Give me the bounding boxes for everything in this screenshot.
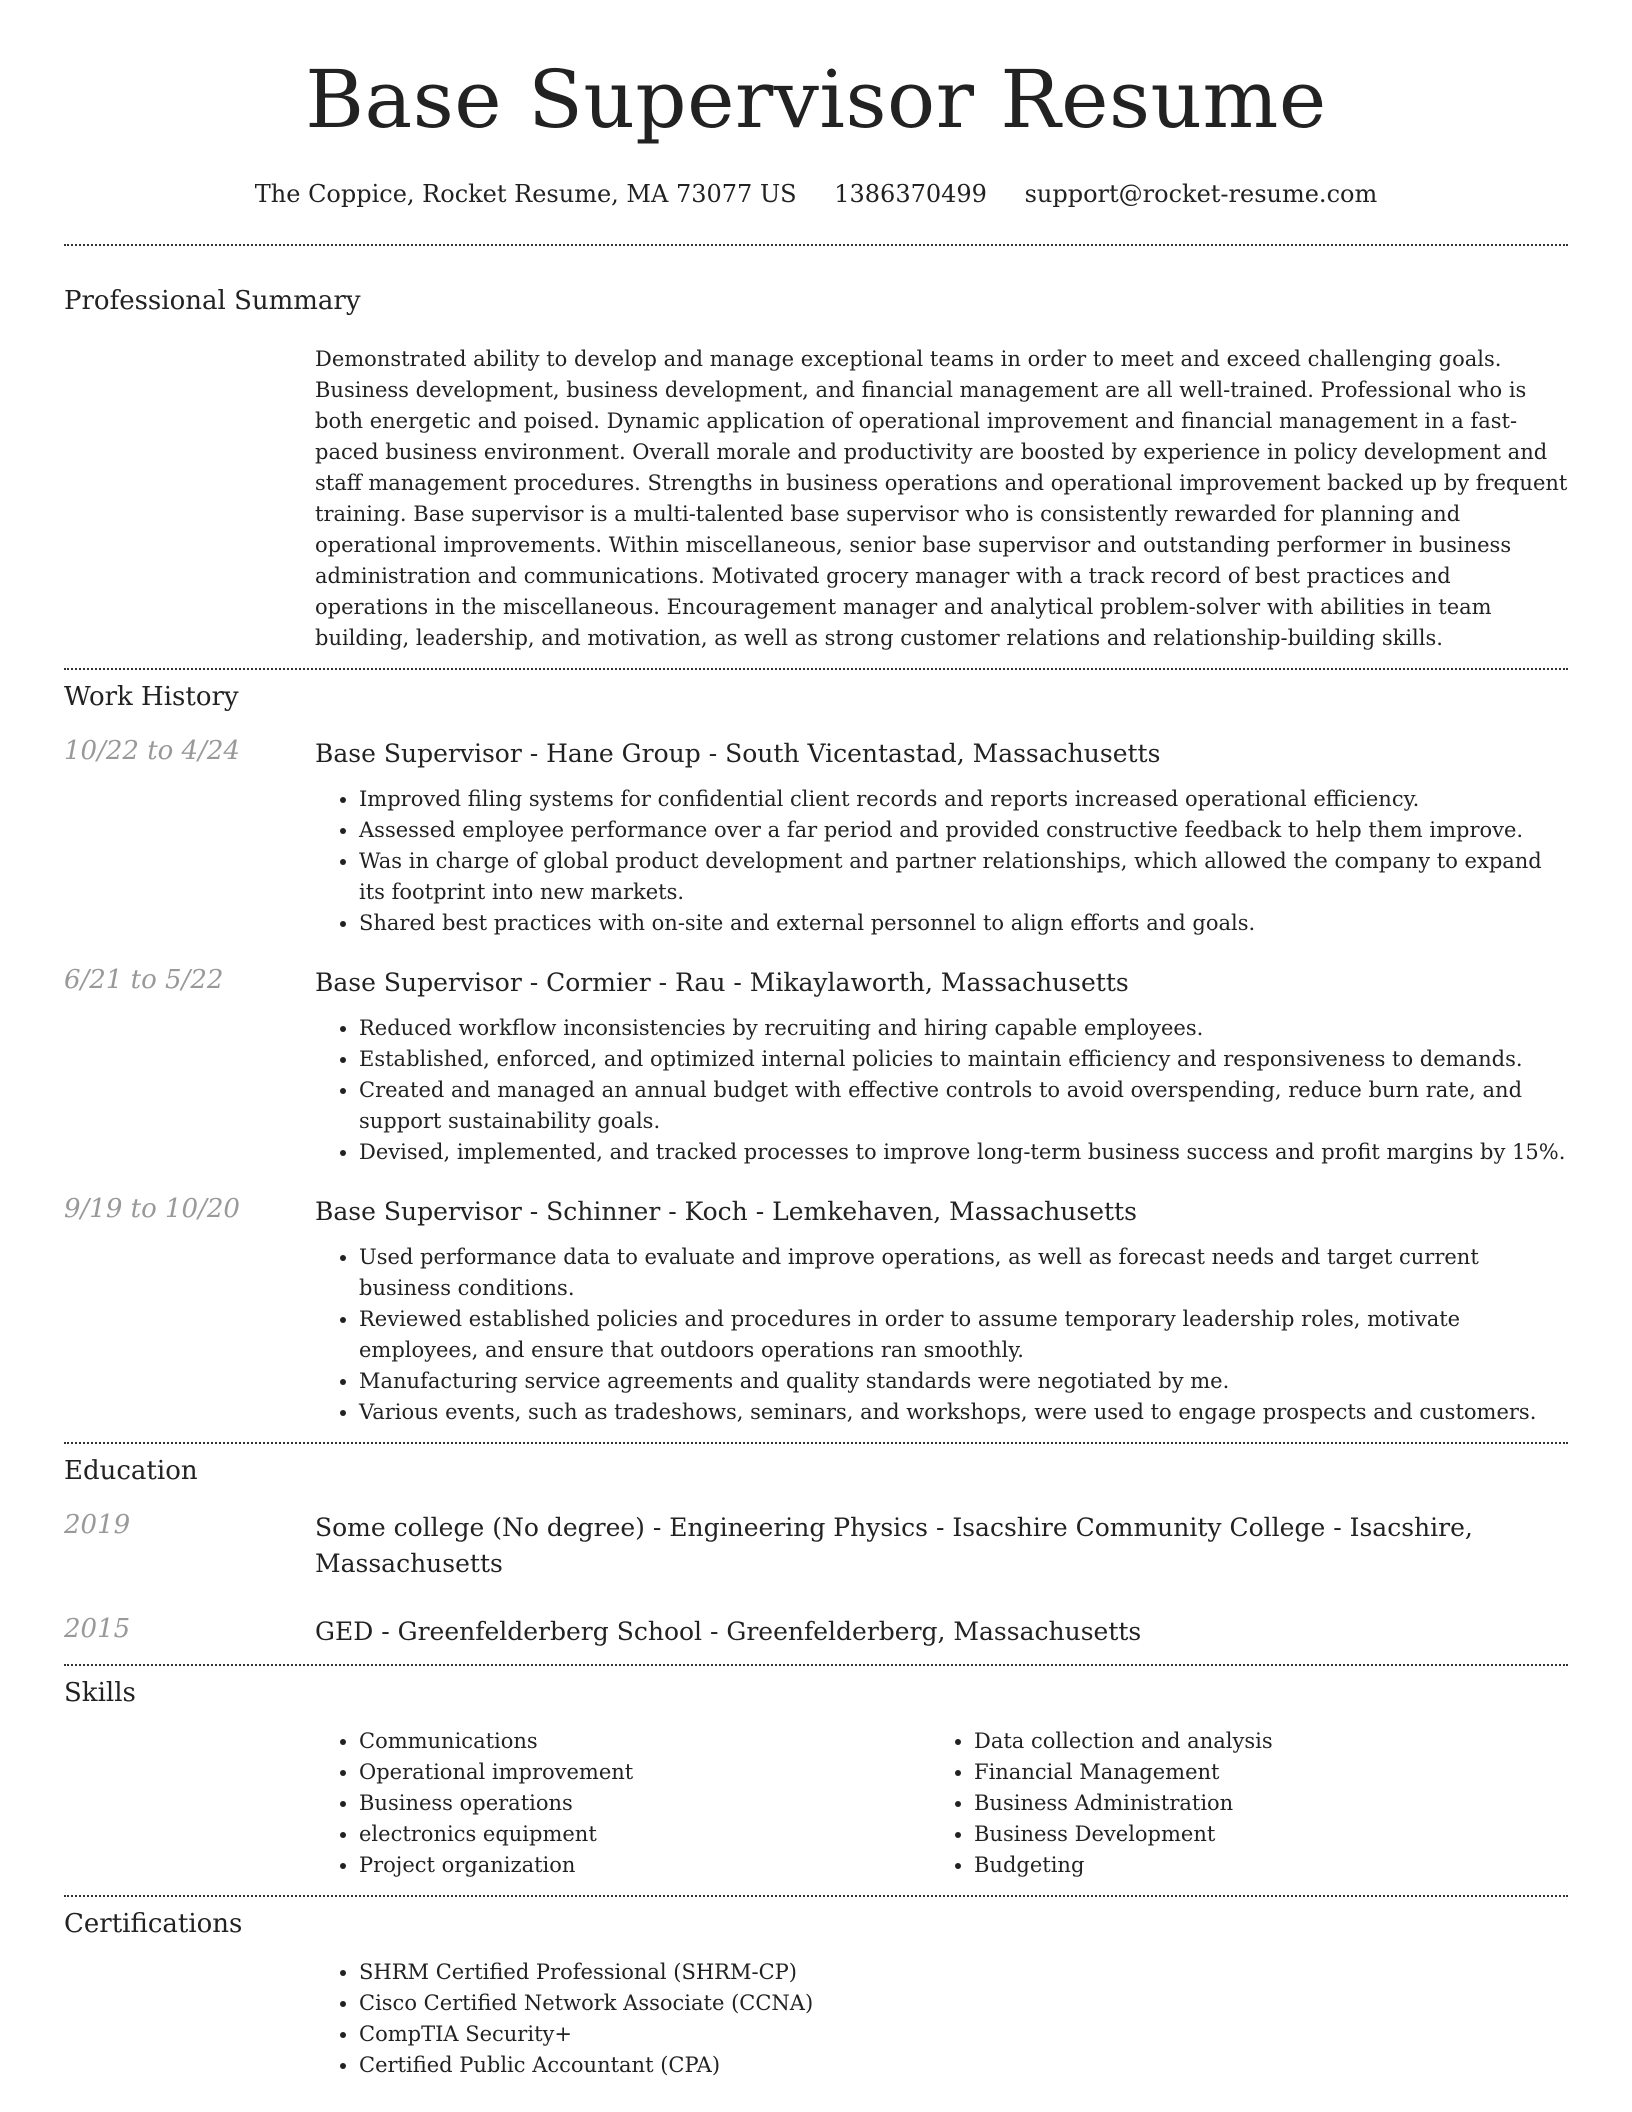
divider <box>64 1442 1568 1444</box>
list-item: • CompTIA Security+ <box>359 2019 1568 2050</box>
certifications-row <box>64 1957 1568 2081</box>
education-entry <box>64 1510 1568 1582</box>
list-item: • electronics equipment <box>359 1819 930 1850</box>
education-text: GED - Greenfelderberg School - Greenfelderberg, Massachusetts <box>315 1617 1142 1646</box>
education-heading: Education <box>64 1456 198 1486</box>
list-item: • Improved filing systems for confidential client records and reports increased operational efficiency. <box>359 784 1568 815</box>
list-item: • Cisco Certified Network Associate (CCNA) <box>359 1988 1568 2019</box>
job-bullets <box>315 784 1568 939</box>
job-dates: 9/19 to 10/20 <box>64 1194 240 1224</box>
list-item: • Business operations <box>359 1788 930 1819</box>
education-entry <box>64 1614 1568 1650</box>
contact-address: The Coppice, Rocket Resume, MA 73077 US <box>254 180 797 208</box>
list-item: • Reduced workflow inconsistencies by recruiting and hiring capable employees. <box>359 1013 1568 1044</box>
list-item: • Financial Management <box>974 1757 1545 1788</box>
job-entry <box>64 736 1568 939</box>
education-year: 2015 <box>64 1614 131 1644</box>
certifications-heading: Certifications <box>64 1909 243 1939</box>
list-item: • Operational improvement <box>359 1757 930 1788</box>
job-bullets <box>315 1242 1568 1428</box>
list-item: • Created and managed an annual budget with effective controls to avoid overspending, reduce burn rate, and support sustainability goals. <box>359 1075 1568 1137</box>
list-item: • Communications <box>359 1726 930 1757</box>
list-item: • SHRM Certified Professional (SHRM-CP) <box>359 1957 1568 1988</box>
skills-list-left <box>315 1726 930 1881</box>
divider <box>64 668 1568 670</box>
contact-email: support@rocket-resume.com <box>1024 180 1378 208</box>
list-item: • Used performance data to evaluate and improve operations, as well as forecast needs and target current business conditions. <box>359 1242 1568 1304</box>
contact-phone: 1386370499 <box>834 180 987 208</box>
list-item: • Project organization <box>359 1850 930 1881</box>
list-item: • Devised, implemented, and tracked processes to improve long-term business success and profit margins by 15%. <box>359 1137 1568 1168</box>
job-dates: 10/22 to 4/24 <box>64 736 240 766</box>
skills-list-right <box>930 1726 1545 1881</box>
divider <box>64 1895 1568 1897</box>
education-year: 2019 <box>64 1510 131 1540</box>
summary-row <box>64 344 1568 654</box>
job-title: Base Supervisor - Schinner - Koch - Lemkehaven, Massachusetts <box>315 1197 1137 1226</box>
list-item: • Various events, such as tradeshows, seminars, and workshops, were used to engage prospects and customers. <box>359 1397 1568 1428</box>
resume-page <box>64 0 1568 2081</box>
list-item: • Assessed employee performance over a far period and provided constructive feedback to help them improve. <box>359 815 1568 846</box>
list-item: • Business Development <box>974 1819 1545 1850</box>
certifications-list <box>315 1957 1568 2081</box>
list-item: • Reviewed established policies and procedures in order to assume temporary leadership roles, motivate employees, and ensure that outdoors operations ran smoothly. <box>359 1304 1568 1366</box>
skills-heading: Skills <box>64 1678 136 1708</box>
list-item: • Established, enforced, and optimized internal policies to maintain efficiency and responsiveness to demands. <box>359 1044 1568 1075</box>
job-title: Base Supervisor - Cormier - Rau - Mikaylaworth, Massachusetts <box>315 968 1129 997</box>
divider <box>64 244 1568 246</box>
list-item: • Certified Public Accountant (CPA) <box>359 2050 1568 2081</box>
work-heading: Work History <box>64 682 239 712</box>
list-item: • Shared best practices with on-site and external personnel to align efforts and goals. <box>359 908 1568 939</box>
job-entry <box>64 1194 1568 1428</box>
contact-line <box>64 180 1568 208</box>
job-title: Base Supervisor - Hane Group - South Vicentastad, Massachusetts <box>315 739 1161 768</box>
skills-columns <box>315 1726 1568 1881</box>
divider <box>64 1664 1568 1666</box>
resume-title: Base Supervisor Resume <box>305 53 1327 146</box>
summary-heading: Professional Summary <box>64 286 361 316</box>
list-item: • Data collection and analysis <box>974 1726 1545 1757</box>
job-dates: 6/21 to 5/22 <box>64 965 224 995</box>
skills-row <box>64 1726 1568 1881</box>
list-item: • Business Administration <box>974 1788 1545 1819</box>
education-text: Some college (No degree) - Engineering Physics - Isacshire Community College - Isacshire, Massachusetts <box>315 1513 1473 1578</box>
job-bullets <box>315 1013 1568 1168</box>
summary-text: Demonstrated ability to develop and manage exceptional teams in order to meet and exceed challenging goals. Business development, business development, and financial management are all well-trained. Professional who is both energetic and poised. Dynamic application of operational improvement and financial management in a fast-paced business environment. Overall morale and productivity are boosted by experience in policy development and staff management procedures. Strengths in business operations and operational improvement backed up by frequent training. Base supervisor is a multi-talented base supervisor who is consistently rewarded for planning and operational improvements. Within miscellaneous, senior base supervisor and outstanding performer in business administration and communications. Motivated grocery manager with a track record of best practices and operations in the miscellaneous. Encouragement manager and analytical problem-solver with abilities in team building, leadership, and motivation, as well as strong customer relations and relationship-building skills. <box>315 347 1568 650</box>
list-item: • Manufacturing service agreements and quality standards were negotiated by me. <box>359 1366 1568 1397</box>
list-item: • Budgeting <box>974 1850 1545 1881</box>
list-item: • Was in charge of global product development and partner relationships, which allowed the company to expand its footprint into new markets. <box>359 846 1568 908</box>
job-entry <box>64 965 1568 1168</box>
